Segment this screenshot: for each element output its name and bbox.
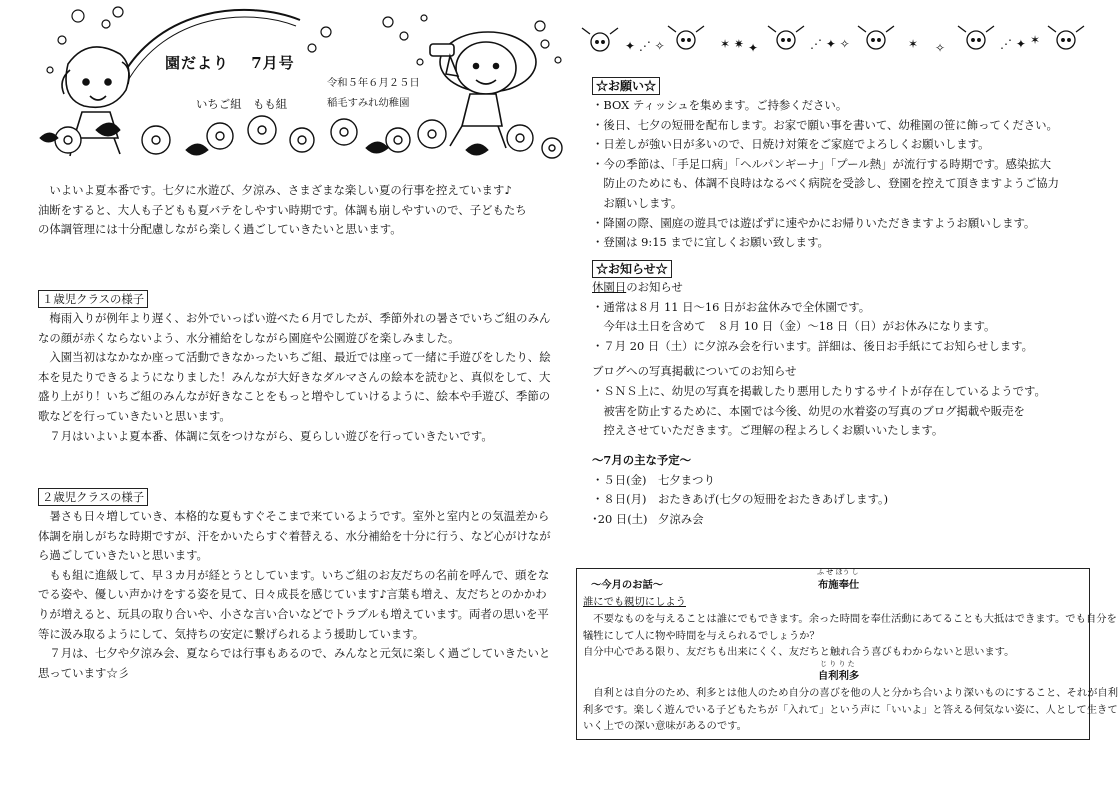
class2-line: りが増えると、玩具の取り合いや、小さな言い合いなどでトラブルも増えています。両者の思いを平 [38,606,549,621]
fairy-icon [768,26,804,49]
svg-text:✦: ✦ [748,41,759,55]
request-line: お願いします。 [592,195,683,210]
holiday-line: 今年は土日を含めて ８月 10 日（金）～18 日（日）がお休みになります。 [592,319,996,334]
class1-line: 盛り上がり！いちご組のみんなが好きなことをもっと増やしていけるように、絵本や手遊び、季節の [38,389,551,404]
requests-body [592,96,1059,253]
intro-line: 油断をすると、大人も子どもも夏バテをしやすい時期です。体調も崩しやすいので、子どもたち [38,202,527,217]
intro-line: の体調管理には十分配慮しながら楽しく過ごしていきたいと思います。 [38,222,402,237]
class2-line: もも組に進級して、早３カ月が経とうとしています。いちご組のお友だちの名前を呼んで、頭をな [38,567,550,582]
schedule-heading: ～7月の主な予定～ [592,453,692,467]
class1-line: 歌などを行っていきたいと思います。 [38,408,231,423]
request-line: ・日差しが強い日が多いので、日焼け対策をご家庭でよろしくお願いします。 [592,137,990,152]
notices-section [592,258,1046,441]
schedule-item [592,490,888,510]
blog-line: ・ＳＮＳ上に、幼児の写真を掲載したり悪用したりするサイトが存在しているようです。 [592,383,1046,398]
class2-line: 思っています☆彡 [38,665,130,680]
story-label: ～今月のお話～ [591,579,664,591]
class2-section [38,486,551,683]
schedule-date: ・５日(金) [592,472,647,487]
fairy-star-border [0,0,1041,55]
request-line: ・登園は 9:15 までに宜しくお願い致します。 [592,235,829,250]
blog-notice [592,362,1046,440]
requests-heading: ☆お願い☆ [592,77,660,95]
story-body-2 [583,685,1118,735]
story-ruby-1: ふ せ ほう し [817,568,859,576]
svg-text:⋰ ✦: ⋰ ✦ [1000,37,1026,51]
schedule-date: ・８日(月) [592,492,647,507]
holiday-notice [592,278,1046,356]
holiday-title-underlined: 休園日 [592,280,627,294]
newsletter-title: 園だより 7月号 [165,54,295,72]
holiday-line: ・７月 20 日（土）に夕涼み会を行います。詳細は、後日お手紙にてお知らせします。 [592,338,1034,353]
schedule-event: おたきあげ(七夕の短冊をおたきあげします。) [658,492,889,507]
notices-heading: ☆お知らせ☆ [592,260,672,278]
class1-heading: １歳児クラスの様子 [38,290,148,308]
schedule-event: 夕涼み会 [658,511,704,526]
blog-line: 被害を防止するために、本園では今後、幼児の水着姿の写真のブログ掲載や販売を [592,403,1025,418]
class2-line: 等に汲み取るようにして、気持ちの安定に繋げられるよう援助しています。 [38,626,425,641]
holiday-line: ・通常は８月 11 日～16 日がお盆休みで全休園です。 [592,299,871,314]
story-body-1 [583,611,1117,661]
story-title-1: 布施奉仕 [818,579,860,591]
story-ruby-2: じ り り た [820,660,855,668]
fairy-icon [668,26,704,49]
holiday-title-rest: のお知らせ [626,280,683,294]
fairy-icon [582,28,618,51]
svg-text:✶: ✶ [1030,33,1041,47]
story-line: いく上での深い意味があるのです。 [583,720,747,732]
requests-section [592,75,1059,253]
request-line: ・後日、七夕の短冊を配布します。お家で願い事を書いて、幼稚園の笹に飾ってください。 [592,117,1058,132]
story-title-2: 自利利多 [818,670,860,682]
intro-paragraph [38,181,527,240]
story-line: 自分中心である限り、友だちも出来にくく、友だちと触れ合う喜びもわからないと思います。 [583,646,1015,658]
class1-section [38,288,551,446]
fairy-icon [858,26,894,49]
svg-text:✧: ✧ [935,41,946,55]
request-line: ・降園の際、園庭の遊具では遊ばずに速やかにお帰りいただきますようお願いします。 [592,215,1036,230]
intro-line: いよいよ夏本番です。七夕に水遊び、夕涼み、さまざまな楽しい夏の行事を控えています♪ [38,183,512,197]
story-line: 不要なものを与えることは誰にでもできます。余った時間を奉仕活動にあてることも大抵はできます。でも自分を [583,613,1117,625]
story-line: 犠牲にして人に物や時間を与えられるでしょうか？ [583,629,820,642]
fairy-icon [1048,26,1084,49]
class2-line: ら過ごしていきたいと思います。 [38,548,208,563]
schedule-section [592,451,888,529]
class1-line: 入園当初はなかなか座って活動できなかったいちご組、最近では座って一緒に手遊びをしたり、絵 [38,350,551,365]
schedule-event: 七夕まつり [658,472,715,487]
issue-date: 令和５年６月２５日 [327,77,420,89]
fairy-icon [958,26,994,49]
class1-line: ７月はいよいよ夏本番、体調に気をつけながら、夏らしい遊びを行っていきたいです。 [38,428,493,443]
svg-text:✶ ✷: ✶ ✷ [720,37,744,51]
class-names: いちご組 もも組 [196,97,288,111]
class2-heading: ２歳児クラスの様子 [38,488,148,506]
request-line: ・BOX ティッシュを集めます。ご持参ください。 [592,98,848,112]
class2-line: 体調を崩しがちな時期ですが、汗をかいたらすぐ着替える、水分補給を十分に行う、など心がけなが [38,528,551,543]
svg-text:✶: ✶ [908,37,919,51]
class2-body [38,507,551,683]
class2-line: 暑さも日々増していき、本格的な夏もすぐそこまで来ているようです。室外と室内との気温差から [38,509,550,523]
class1-body [38,309,551,446]
svg-text:✦ ⋰ ✧: ✦ ⋰ ✧ [625,39,665,53]
story-line: 利多です。楽しく遊んでいる子どもたちが「入れて」という声に「いいよ」と答える何気ない姿に、人として生きて [583,703,1118,716]
blog-title: ブログへの写真掲載についてのお知らせ [592,364,797,379]
class1-line: なの顔が赤くならないよう、水分補給をしながら園庭や公園遊びを楽しみました。 [38,330,460,345]
school-name: 稲毛すみれ幼稚園 [327,97,410,109]
holiday-title [592,278,1046,298]
class1-line: 梅雨入りが例年より遅く、お外でいっぱい遊べた６月でしたが、季節外れの暑さでいちご組のみん [38,311,551,325]
monthly-story-box [576,568,1119,740]
class1-line: 本を見たりできるようになりました！みんなが大好きなダルマさんの絵本を読むと、真似をして、大 [38,369,551,384]
story-line: 自利とは自分のため、利多とは他人のため自分の喜びを他の人と分かち合いより深いものにすること、それが自利 [583,687,1119,699]
story-subtitle-1: 誰にでも親切にしよう [583,596,686,608]
class2-line: ７月は、七夕や夕涼み会、夏ならでは行事もあるので、みんなと元気に楽しく過ごしていきたいと [38,646,551,661]
blog-line: 控えさせていただきます。ご理解の程よろしくお願いいたします。 [592,423,944,438]
svg-text:⋰ ✦ ✧: ⋰ ✦ ✧ [810,37,850,51]
request-line: 防止のためにも、体調不良時はなるべく病院を受診し、登園を控えて頂きますようご協力 [592,176,1060,191]
schedule-date: ･20 日(土) [592,511,648,526]
schedule-item [592,471,888,491]
request-line: ・今の季節は、「手足口病」「ヘルパンギーナ」「プール熱」が流行する時期です。感染拡大 [592,156,1052,171]
schedule-item [592,510,888,530]
class2-line: でる姿や、優しい声かけをする姿を見て、日々成長を感じています♪言葉も増え、友だちとのかかわ [38,587,547,602]
